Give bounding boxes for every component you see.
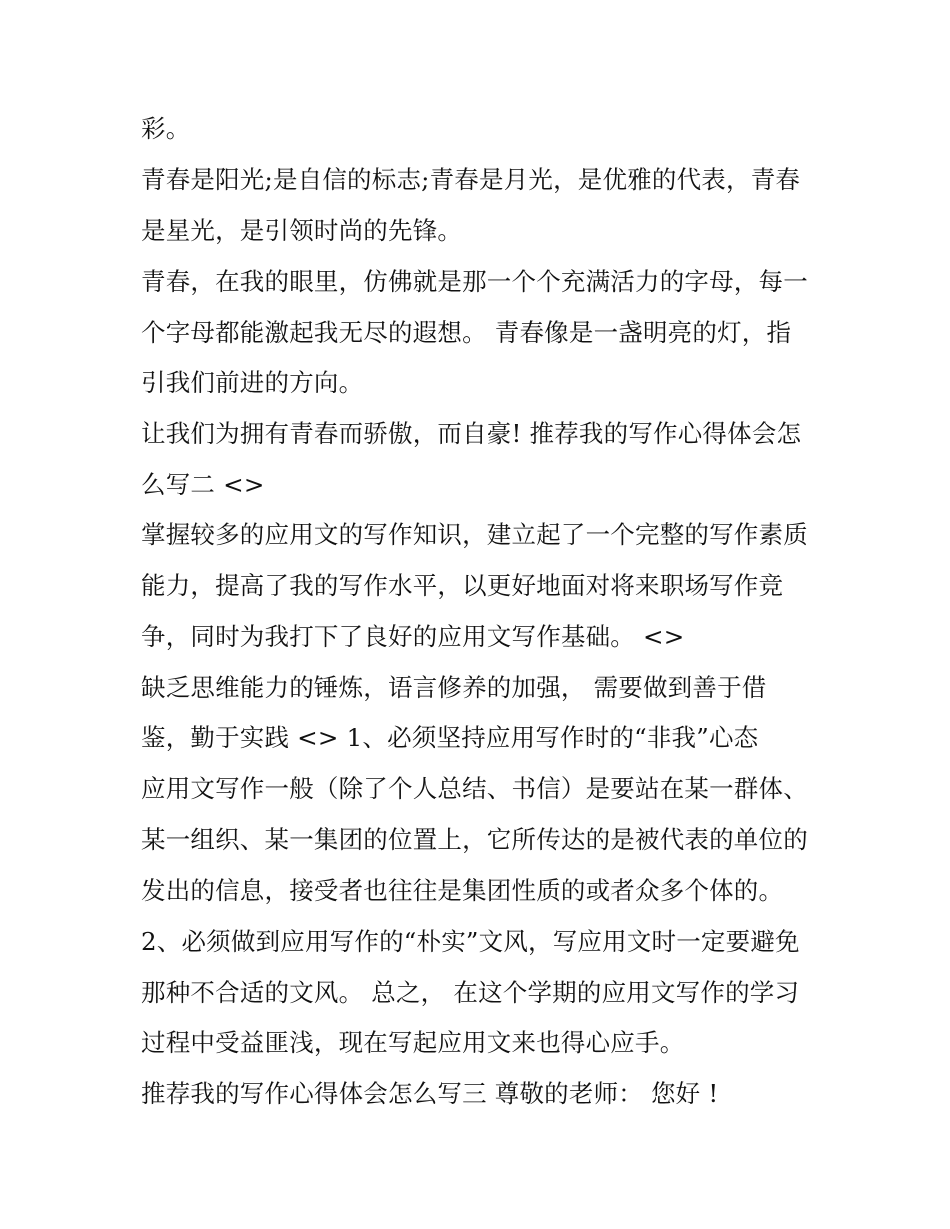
text-line: 过程中受益匪浅，现在写起应用文来也得心应手。	[141, 1028, 685, 1057]
text-line: 是星光，是引领时尚的先锋。	[141, 216, 463, 245]
text-line: 彩。	[141, 114, 191, 143]
text-line: 应用文写作一般（除了个人总结、书信）是要站在某一群体、	[141, 774, 808, 803]
text-line: 某一组织、某一集团的位置上，它所传达的是被代表的单位的	[141, 825, 808, 854]
text-line: 推荐我的写作心得体会怎么写三 尊敬的老师： 您好 !	[141, 1079, 719, 1108]
text-line: 2、必须做到应用写作的“朴实”文风，写应用文时一定要避免	[141, 927, 800, 956]
text-line: 个字母都能激起我无尽的遐想。 青春像是一盏明亮的灯，指	[141, 318, 792, 347]
text-line: 争，同时为我打下了良好的应用文写作基础。 <>	[141, 622, 685, 651]
text-line: 么写二 <>	[141, 470, 265, 499]
text-line: 鉴，勤于实践 <> 1、必须坚持应用写作时的“非我”心态	[141, 723, 759, 752]
text-line: 发出的信息，接受者也往往是集团性质的或者众多个体的。	[141, 876, 784, 905]
text-line: 能力，提高了我的写作水平，以更好地面对将来职场写作竞	[141, 571, 784, 600]
text-line: 青春是阳光;是自信的标志;青春是月光，是优雅的代表，青春	[141, 165, 801, 194]
text-line: 引我们前进的方向。	[141, 368, 364, 397]
text-line: 青春，在我的眼里，仿佛就是那一个个充满活力的字母，每一	[141, 267, 808, 296]
text-line: 那种不合适的文风。 总之， 在这个学期的应用文写作的学习	[141, 978, 800, 1007]
text-line: 让我们为拥有青春而骄傲，而自豪! 推荐我的写作心得体会怎	[141, 419, 802, 448]
text-line: 缺乏思维能力的锤炼，语言修养的加强， 需要做到善于借	[141, 673, 767, 702]
text-line: 掌握较多的应用文的写作知识，建立起了一个完整的写作素质	[141, 520, 808, 549]
